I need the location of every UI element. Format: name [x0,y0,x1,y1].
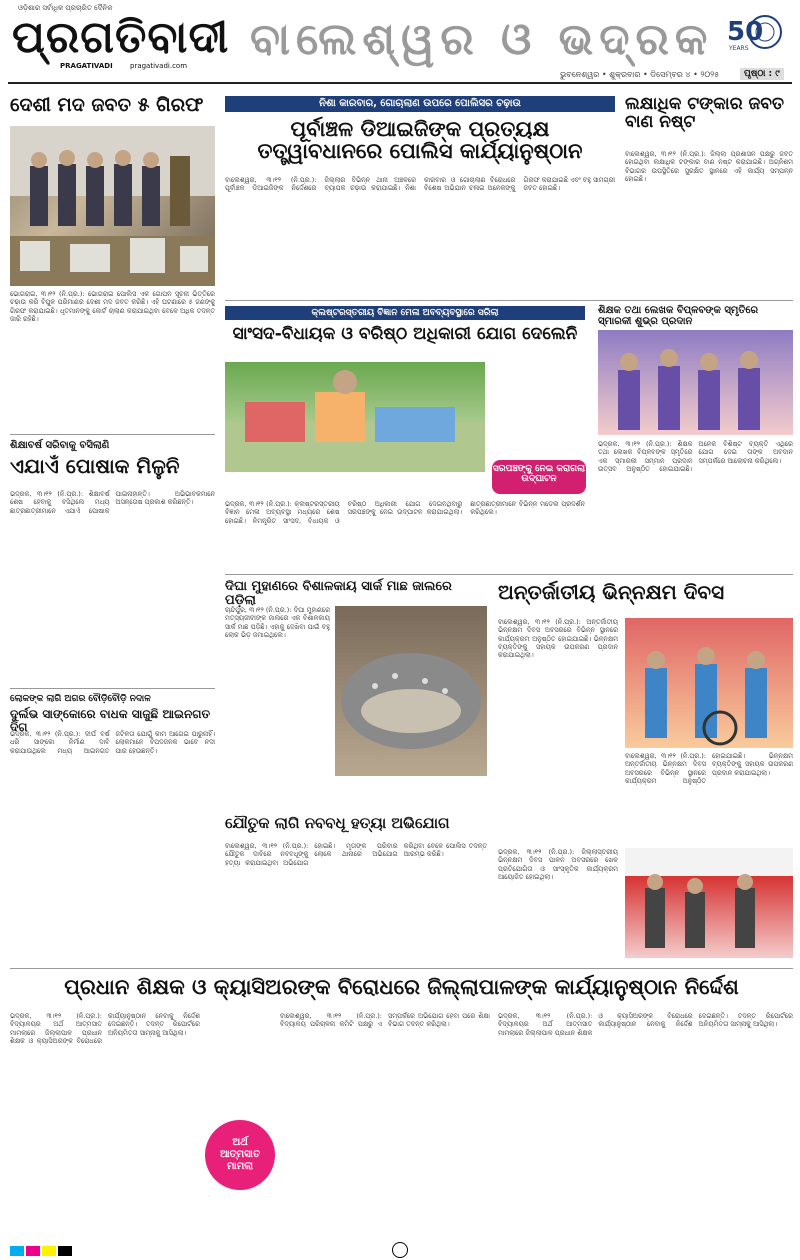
uniform-body [10,490,215,680]
divider [10,688,215,689]
uniform-kicker: ଶିକ୍ଷାବର୍ଷ ସରିବାକୁ ବସିଲାଣି [10,440,110,451]
collector-body [10,1012,200,1242]
collector-body-2 [280,1012,490,1242]
science-badge: ସରପଞ୍ଚଙ୍କୁ ନେଇ କରାଗଲା ଉଦ୍‌ଘାଟନ [492,460,586,494]
disability-event-photo-2 [625,848,793,958]
masthead-tagline: ଓଡ଼ିଶାର ସର୍ବାଧିକ ପ୍ରଚାରିତ ଦୈନିକ [18,4,113,12]
registration-mark [392,1242,408,1258]
bridge-body [10,730,215,960]
yellow-swatch [42,1246,56,1256]
brand-url: pragativadi.com [130,62,188,70]
divider [10,968,793,969]
teacher-headline: ଶିକ୍ଷକ ତଥା ଲେଖକ ବିପ୍ଳବଙ୍କ ସ୍ମୃତିରେ ସ୍ମାରକୀ ଶୁଭ୍ର ପ୍ରଦାନ [598,305,759,327]
collector-headline: ପ୍ରଧାନ ଶିକ୍ଷକ ଓ କ୍ୟାସିଅରଙ୍କ ବିରୋଧରେ ଜିଲ୍ଲାପାଳଙ୍କ କାର୍ଯ୍ୟାନୁଷ୍ଠାନ ନିର୍ଦ୍ଦେଶ [64,975,739,999]
whale-headline: ଦିଘା ମୁହାଣରେ ବିଶାଳକାୟ ସାର୍କ ମାଛ ଜାଲରେ ପଡ଼ିଲା [225,579,452,608]
banner-headline: ପୂର୍ବାଞ୍ଚଳ ଡିଆଇଜିଙ୍କ ପ୍ରତ୍ୟକ୍ଷ ତତ୍ତ୍ୱାବଧାନରେ ପୋଲିସ କାର୍ଯ୍ୟାନୁଷ୍ଠାନ [257,117,583,164]
collector-body-3 [498,1012,793,1242]
badge-line-3: ମାମଲା [226,1161,254,1172]
disability-body-2 [498,848,618,963]
newspaper-logo: ପ୍ରଗତିବାଦୀ [12,12,230,63]
disability-text-2: ଭଦ୍ରକ, ୩।୧୨ (ନି.ପ୍ର.): ଜିଲ୍ଲାସ୍ତରୀୟ ଭିନ୍ନକ୍ଷମ ଦିବସ ପାଳନ ଅବସରରେ ଖେଳ ପ୍ରତିଯୋଗିତା ଓ ସାଂସ୍କୃତିକ କାର୍ଯ୍ୟକ୍ରମ ଆୟୋଜିତ ହୋଇଥିଲା। [498,848,618,881]
badge-line-1: ଅର୍ଥ [232,1137,248,1148]
collector-text-3: ଭଦ୍ରକ, ୩।୧୨ (ନି.ପ୍ର.): ବିଦ୍ୟାଳୟର ଅର୍ଥ ଆତ୍ମସାତ ମାମଲାରେ ଜିଲ୍ଲାପାଳ ପ୍ରଧାନ ଶିକ୍ଷକ ଓ କ୍ୟାସିଅରଙ୍କ ବିରୋଧରେ କାର୍ଯ୍ୟାନୁଷ୍ଠାନ ନେବାକୁ ନିର୍ଦ୍ଦେଶ ଦେଇଛନ୍ତି। ତଦନ୍ତ ରିପୋର୍ଟରେ ଅନିୟମିତତା ସାମ୍ନାକୁ ଆସିଥିଲା। [498,1012,793,1037]
story-liquor-text: ଭୋଗରାଇ, ୩।୧୨ (ନି.ପ୍ର.): ଭୋଗରାଇ ପୋଲିସ ଏକ ଗୋପନ ସୂଚନା ଭିତ୍ତିରେ ଚଢ଼ାଉ କରି ବିପୁଳ ପରିମାଣର ଦେଶୀ ମଦ ଜବତ କରିଛି। ଏହି ଘଟଣାରେ ୫ ଜଣଙ୍କୁ ଗିରଫ କରାଯାଇଛି। ଧୃତମାନଙ୍କୁ କୋର୍ଟ ଚାଲାଣ କରାଯାଇଥିବା ବେଳେ ଅଧିକ ତଦନ୍ତ ଜାରି ରହିଛି। [10,290,215,323]
science-body [225,500,585,568]
brand-roman: PRAGATIVADI [60,62,113,70]
disability-text: ବାଲେଶ୍ୱର, ୩।୧୨ (ନି.ପ୍ର.): ଅନ୍ତର୍ଜାତୀୟ ଭିନ୍ନକ୍ଷମ ଦିବସ ଅବସରରେ ବିଭିନ୍ନ ସ୍ଥାନରେ କାର୍ଯ୍ୟକ୍ରମ ଅନୁଷ୍ଠିତ ହୋଇଯାଇଛି। ଭିନ୍ନକ୍ଷମ ବ୍ୟକ୍ତିଙ୍କୁ ସହାୟକ ଉପକରଣ ପ୍ରଦାନ କରାଯାଇଥିଲା। [498,618,618,660]
masthead-rule [8,82,792,84]
disability-headline: ଅନ୍ତର୍ଜାତୀୟ ଭିନ୍ନକ୍ଷମ ଦିବସ [498,580,725,604]
bridge-kicker: ଲୋକଙ୍କ ଲାଗି ଅଗର ବୌଡ଼ିବୌଡ଼ି ନଦାଳ [10,694,151,704]
whale-body [225,606,330,806]
magenta-swatch [26,1246,40,1256]
anniversary-label: YEARS [729,45,749,52]
dowry-headline: ଯୌତୁକ ଲାଗି ନବବଧୂ ହତ୍ୟା ଅଭିଯୋଗ [225,814,450,832]
dateline: ଭୁବନେଶ୍ୱର • ଶୁକ୍ରବାର • ଡିସେମ୍ବର ୪ • ୨୦୨୫ [560,70,720,79]
collector-text-2: ବାଲେଶ୍ୱର, ୩।୧୨ (ନି.ପ୍ର.): ବିଦ୍ୟାଳୟ ପରିଚାଳନା କମିଟି ପକ୍ଷରୁ ଏ ସମ୍ପର୍କରେ ଅଭିଯୋଗ ହେବା ପରେ ଶିକ୍ଷା ବିଭାଗ ତଦନ୍ତ କରିଥିଲା। [280,1012,490,1029]
banner-text: ବାଲେଶ୍ୱର, ୩।୧୨ (ନି.ପ୍ର.): ପୂର୍ବାଞ୍ଚଳ ଡିଆଇଜିଙ୍କ ନିର୍ଦ୍ଦେଶରେ ଜିଲ୍ଲାର ବିଭିନ୍ନ ଥାନା ଅଞ୍ଚଳରେ ବ୍ୟାପକ ଚଢ଼ାଉ କରାଯାଇଛି। ନିଶା କାରବାର ଓ ଗୋଚାଲାଣ ବିରୋଧରେ ବିଶେଷ ଅଭିଯାନ ଚଳାଇ ଅନେକଙ୍କୁ ଗିରଫ କରାଯାଇଛି ଏବଂ ବହୁ ସାମଗ୍ରୀ ଜବତ ହୋଇଛି। [225,176,615,193]
teacher-text: ଭଦ୍ରକ, ୩।୧୨ (ନି.ପ୍ର.): ଶିକ୍ଷକ ତଥା ଲେଖକ ବିପ୍ଳବଙ୍କ ସ୍ମୃତିରେ ଏକ ସ୍ମାରକୀ ସମ୍ମାନ ପ୍ରଦାନ ଉତ୍ସବ ଅନୁଷ୍ଠିତ ହୋଇଯାଇଛି। ଅନେକ ବିଶିଷ୍ଟ ବ୍ୟକ୍ତି ଏଥିରେ ଯୋଗ ଦେଇ ତାଙ୍କ ଅବଦାନ ସମ୍ପର୍କରେ ଆଲୋଚନା କରିଥିଲେ। [598,440,793,473]
teacher-body [598,440,793,568]
dowry-body [225,842,487,962]
science-fair-photo [225,362,485,472]
bridge-headline: ଦୁର୍ଲଭ ସାଙ୍କୋରେ ବାଧକ ସାଜୁଛି ଆଇନଗତ ଦିଗ [10,707,211,734]
cyan-swatch [10,1246,24,1256]
science-text: ଭଦ୍ରକ, ୩।୧୨ (ନି.ପ୍ର.): କ୍ଲଷ୍ଟରସ୍ତରୀୟ ବିଜ୍ଞାନ ମେଳା ଅବ୍ୟବସ୍ଥା ମଧ୍ୟରେ ଶେଷ ହୋଇଛି। ନିମନ୍ତ୍ରିତ ସାଂସଦ, ବିଧାୟକ ଓ ବରିଷ୍ଠ ଅଧିକାରୀ ଯୋଗ ଦେଇନଥିବାରୁ ସରପଞ୍ଚଙ୍କୁ ନେଇ ଉଦ୍‌ଘାଟନ କରାଯାଇଥିଲା। ଛାତ୍ରଛାତ୍ରୀମାନେ ବିଭିନ୍ନ ମଡେଲ ପ୍ରଦର୍ଶନ କରିଥିଲେ। [225,500,585,525]
divider [10,434,215,435]
teacher-event-photo [598,330,793,435]
collector-text: ଭଦ୍ରକ, ୩।୧୨ (ନି.ପ୍ର.): ବିଦ୍ୟାଳୟର ଅର୍ଥ ଆତ୍ମସାତ ମାମଲାରେ ଜିଲ୍ଲାପାଳ ପ୍ରଧାନ ଶିକ୍ଷକ ଓ କ୍ୟାସିଅରଙ୍କ ବିରୋଧରେ କାର୍ଯ୍ୟାନୁଷ୍ଠାନ ନେବାକୁ ନିର୍ଦ୍ଦେଶ ଦେଇଛନ୍ତି। ତଦନ୍ତ ରିପୋର୍ଟରେ ଅନିୟମିତତା ସାମ୍ନାକୁ ଆସିଥିଲା। [10,1012,200,1045]
story-liquor-headline: ଦେଶୀ ମଦ ଜବତ ୫ ଗିରଫ [10,94,204,116]
disability-text-right: ବାଲେଶ୍ୱର, ୩।୧୨ (ନି.ପ୍ର.): ଅନ୍ତର୍ଜାତୀୟ ଭିନ୍ନକ୍ଷମ ଦିବସ ଅବସରରେ ବିଭିନ୍ନ ସ୍ଥାନରେ କାର୍ଯ୍ୟକ୍ରମ ଅନୁଷ୍ଠିତ ହୋଇଯାଇଛି। ଭିନ୍ନକ୍ଷମ ବ୍ୟକ୍ତିଙ୍କୁ ସହାୟକ ଉପକରଣ ପ୍ରଦାନ କରାଯାଇଥିଲା। [625,752,793,785]
edition-title: ବାଲେଶ୍ୱର ଓ ଭଦ୍ରକ [250,14,714,65]
story-fireworks-body [625,150,793,300]
disability-event-photo [625,618,793,748]
embezzlement-badge [205,1120,275,1190]
dowry-text: ବାଲେଶ୍ୱର, ୩।୧୨ (ନି.ପ୍ର.): ଯୌତୁକ ଦାବିରେ ନବବଧୂଙ୍କୁ ହତ୍ୟା କରାଯାଇଥିବା ଅଭିଯୋଗ ହୋଇଛି। ମୃତାଙ୍କ ପରିବାର ଲୋକେ ଥାନାରେ ଅଭିଯୋଗ କରିଥିବା ବେଳେ ପୋଲିସ ତଦନ୍ତ ଆରମ୍ଭ କରିଛି। [225,842,487,867]
disability-body [498,618,618,838]
science-headline: ସାଂସଦ-ବିଧାୟକ ଓ ବରିଷ୍ଠ ଅଧିକାରୀ ଯୋଗ ଦେଲେନି [232,324,578,344]
disability-body-right [625,752,793,838]
story-fireworks-text: ବାଲେଶ୍ୱର, ୩।୧୨ (ନି.ପ୍ର.): ଜିଲ୍ଲା ପ୍ରଶାସନ ପକ୍ଷରୁ ଜବତ ହୋଇଥିବା ଲକ୍ଷାଧିକ ଟଙ୍କାର ବାଣ ନଷ୍ଟ କରାଯାଇଛି। ଅଗ୍ନିଶମ ବିଭାଗର ଉପସ୍ଥିତିରେ ସୁରକ୍ଷିତ ସ୍ଥାନରେ ଏହି କାର୍ଯ୍ୟ ସମ୍ପନ୍ନ ହୋଇଛି। [625,150,793,183]
liquor-seizure-photo [10,126,215,286]
page-number: ପୃଷ୍ଠା : ୯ [740,68,784,80]
divider [225,574,793,575]
badge-line-2: ଆତ୍ମସାତ [219,1149,261,1160]
uniform-text: ଭଦ୍ରକ, ୩।୧୨ (ନି.ପ୍ର.): ଶିକ୍ଷାବର୍ଷ ଶେଷ ହେବାକୁ ବସିଥିଲେ ମଧ୍ୟ ଛାତ୍ରଛାତ୍ରୀମାନେ ଏଯାଏଁ ପୋଷାକ ପାଇନାହାନ୍ତି। ଅଭିଭାବକମାନେ ଅସନ୍ତୋଷ ପ୍ରକାଶ କରିଛନ୍ତି। [10,490,215,515]
uniform-headline: ଏଯାଏଁ ପୋଷାକ ମିଳୁନି [10,454,180,478]
color-bar [10,1246,72,1256]
science-kicker: କ୍ଲଷ୍ଟରସ୍ତରୀୟ ବିଜ୍ଞାନ ମେଳା ଅବବ୍ୟବସ୍ଥାରେ ସରିଲା [225,306,585,320]
anniversary-number: 50 [727,17,764,47]
story-fireworks-headline: ଲକ୍ଷାଧିକ ଟଙ୍କାର ଜବତ ବାଣ ନଷ୍ଟ [625,94,784,132]
anniversary-emblem [725,6,787,68]
whale-shark-photo [335,606,487,776]
whale-text: ଚାନ୍ଦିପୁର, ୩।୧୨ (ନି.ପ୍ର.): ଦିଘା ମୁହାଣରେ ମତ୍ସ୍ୟଜୀବୀଙ୍କ ଜାଲରେ ଏକ ବିଶାଳକାୟ ସାର୍କ ମାଛ ପଡ଼ିଛି। ଏହାକୁ ଦେଖିବା ପାଇଁ ବହୁ ଲୋକ ଭିଡ଼ ଜମାଇଥିଲେ। [225,606,330,639]
masthead [0,0,800,80]
banner-kicker: ନିଶା କାରବାର, ଗୋଚାଲାଣ ଉପରେ ପୋଲିସର ଚଢ଼ାଉ [225,96,615,112]
banner-body [225,176,615,296]
bridge-text: ଭଦ୍ରକ, ୩।୧୨ (ନି.ପ୍ର.): ଦୀର୍ଘ ବର୍ଷ ଧରି ସାଙ୍କୋ ନିର୍ମାଣ ଦାବି କରାଯାଉଥିଲେ ମଧ୍ୟ ଆଇନଗତ ଜଟିଳତା ଯୋଗୁଁ କାମ ଆଗେଇ ପାରୁନାହିଁ। ଲୋକମାନେ ବିପଦଜନକ ଭାବେ ନଦୀ ପାର ହେଉଛନ୍ତି। [10,730,215,755]
story-liquor-body [10,290,215,430]
divider [225,300,793,301]
black-swatch [58,1246,72,1256]
